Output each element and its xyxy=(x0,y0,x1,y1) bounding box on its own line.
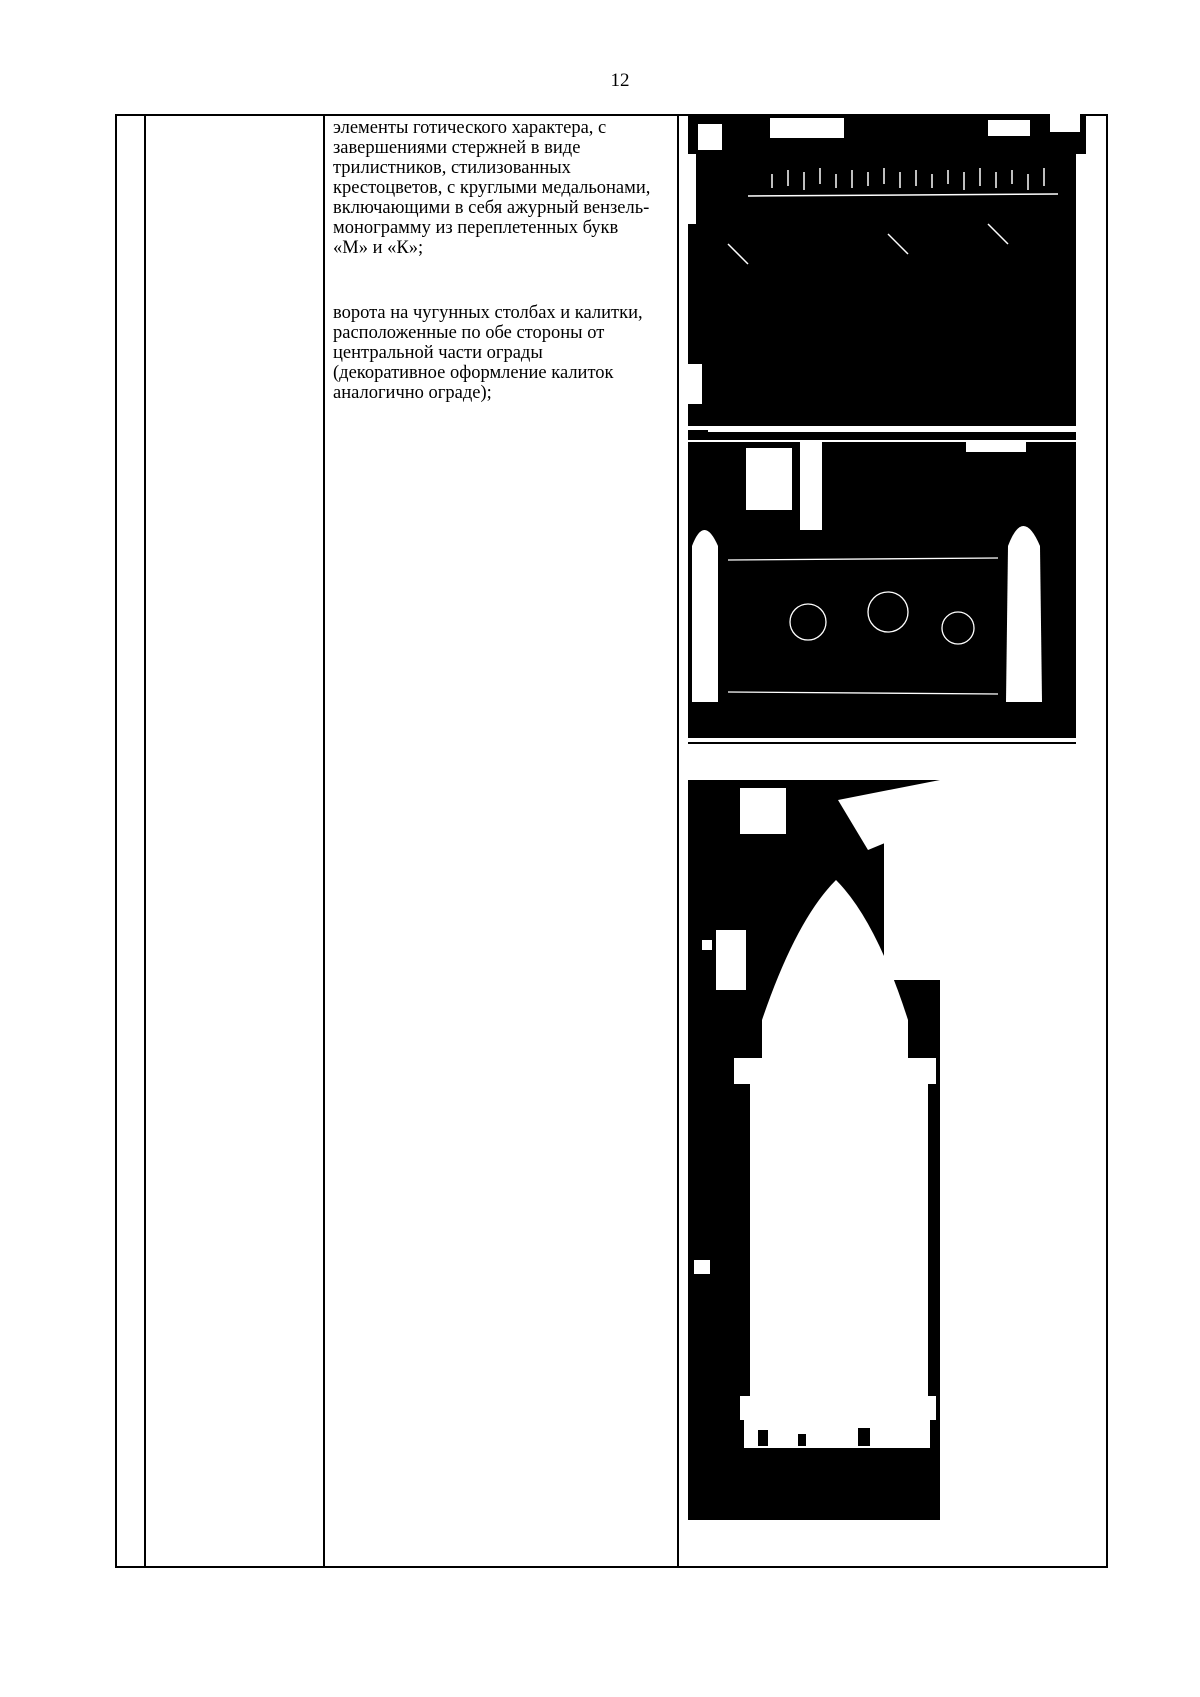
paragraph-gates: ворота на чугунных столбах и калитки, расположенные по обе стороны от центральной части ограды (декоративное оформление калиток аналогично ограде); xyxy=(333,303,643,403)
page-number: 12 xyxy=(610,70,630,91)
fence-photo xyxy=(688,114,1086,440)
column-divider xyxy=(677,116,679,1566)
gate-pillar-photo xyxy=(688,780,940,1528)
gates-photo xyxy=(688,442,1076,752)
description-cell xyxy=(333,118,653,403)
paragraph-fence-elements: элементы готического характера, с завершениями стержней в виде трилистников, стилизованных крестоцветов, с круглыми медальонами, включающими в себя ажурный вензель-монограмму из переплетенных букв «М» и «К»; xyxy=(333,118,651,258)
column-divider xyxy=(323,116,325,1566)
column-divider xyxy=(144,116,146,1566)
